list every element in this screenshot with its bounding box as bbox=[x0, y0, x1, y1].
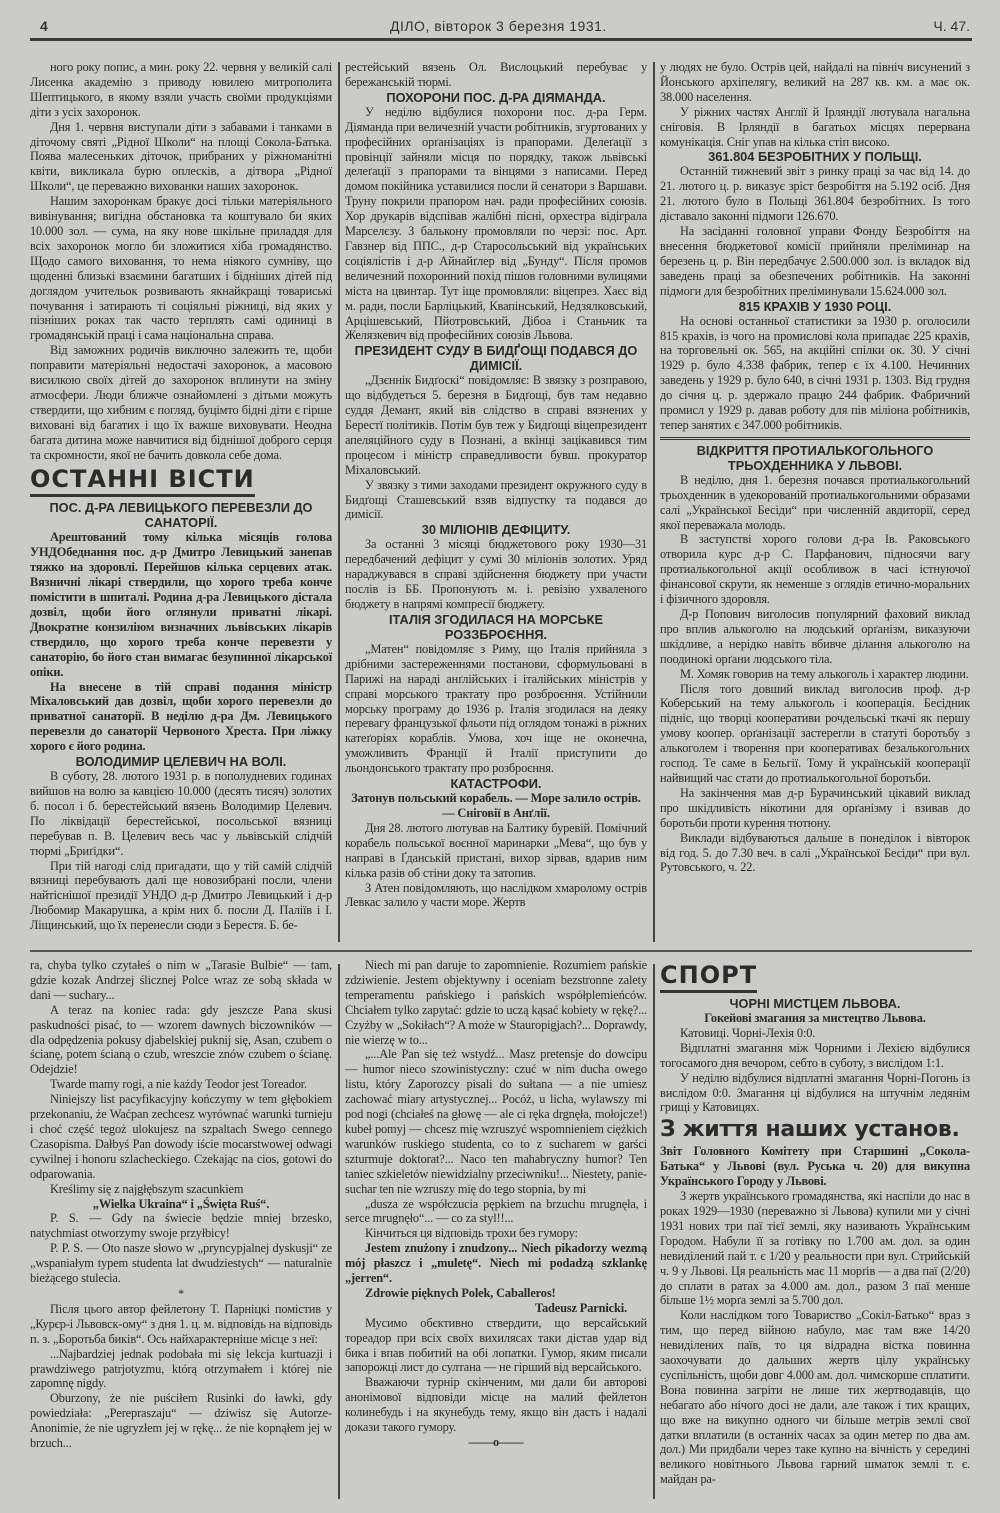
section-rule bbox=[30, 950, 972, 952]
paragraph: ...Najbardziej jednak podobała mi się lekcja kurtuazji i prawdziwego patrjotyzmu, którą otrzymałem i której nie zapomnę nigdy. bbox=[30, 1346, 332, 1391]
article-subheadline: Затонув польський корабель. — Море залило острів. — Сніговії в Анґлії. bbox=[351, 791, 641, 820]
article-headline: 30 МІЛІОНІВ ДЕФІЦИТУ. bbox=[421, 522, 571, 538]
paragraph: Niniejszy list pacyfikacyjny kończymy w tem głębokiem przekonaniu, że Waćpan zechcesz wyrównać warunki turnieju i choć część tegoż ulokujesz na szpaltach Swego cennego Czasopisma. Dałbyś Pan dowody iście mocarstwowej odwagi cywilnej i honoru szlacheckiego. Czekając na cios, gotowi do odparowania. bbox=[30, 1092, 332, 1181]
paragraph: Останній тижневий звіт з ринку праці за час від 14. до 21. лютого ц. р. виказує зріст безробіття на 5.192 осіб. Дня 21. лютого було в Польщі 361.804 безробітних. Із того діставало законні підмоги 126.670. bbox=[660, 164, 970, 224]
column-bottom-3 bbox=[660, 958, 970, 1487]
column-top-3 bbox=[660, 60, 970, 875]
section-title: ОСТАННІ ВІСТИ bbox=[30, 465, 255, 497]
paragraph: Д-р Попович виголосив популярний фаховий виклад про вплив алькоголю на людський орґанізм, виказуючи шкідливе, а нерідко навіть вбивче ділання алькоголю на поодинокі орґани людського тіла. bbox=[660, 607, 970, 666]
paragraph: Мусимо обєктивно ствердити, що версайський тореадор при всіх своїх вихилясах таки дістав удар від бика і впав побитий на обі лопатки. Гумор, яким писали запорожці лист до султана — не гірший від версайського. bbox=[345, 1315, 647, 1375]
paragraph: Дня 1. червня виступали діти з забавами і танками в діточому святі „Рідної Школи“ на площі Сокола-Батька. Поява малесеньких діточок, прибраних у ріжноманітні квіти, викликала бурю оплесків, а дітвора „Рідної Школи“, це переважно вихованки наших захоронок. bbox=[30, 119, 332, 194]
column-divider bbox=[653, 62, 655, 942]
paragraph: P. P. S. — Oto nasze słowo w „pryncypjalnej dyskusji“ ze „wspaniałym typem studenta lat dwudziestych“ — naturalnie bieżącego stulecia. bbox=[30, 1241, 332, 1286]
page-header bbox=[30, 14, 970, 38]
article-headline: ЧОРНІ МИСТЦЕМ ЛЬВОВА. bbox=[729, 996, 901, 1011]
paragraph: На внесене в тій справі подання міністр Міхаловський дав дозвіл, щоби хорого перевезли до приватної санаторії. В неділю д-ра Дм. Левицького перевезли до санаторії Червоного Хреста. При ліжку хорого є його родина. bbox=[30, 679, 332, 754]
paragraph: В заступстві хорого голови д-ра Ів. Раковського отворила курс д-р С. Парфанович, підносячи вагу протиалькогольної акції особливож в часі істнуючої фінансової скрути, як неменше з оглядів етично-моральних і фізичного здоровля. bbox=[660, 532, 970, 607]
column-divider bbox=[338, 62, 340, 942]
column-bottom-2 bbox=[345, 958, 647, 1450]
column-bottom-1 bbox=[30, 958, 332, 1451]
column-top-2 bbox=[345, 60, 647, 910]
paragraph: При тій нагоді слід пригадати, що у тій самій слідчій вязниці перебувають далі ще новозибрані посли, члени найтіснішої президії УНДО д-р Дмитро Левицький і д-р Любомир Макарушка, а крім них б. посли Д. Паліїв і І. Ліщинський, що їх перенесли сюди з Берестя. Б. бе- bbox=[30, 858, 332, 933]
paragraph: Нашим захоронкам бракує досі тільки матеріяльного вивінування; вигідна обстановка та коштувало би яких 10.000 зол. — сума, на яку нове шкільне приладдя для всіх захоронок могло би зложитися хіба громадянство. Щодо самого виховання, то нема ніякого сумніву, що щоденні близькі взаємини багатших і бідніших дітей під доглядом учительок розвивають якнайкращі товариські почування і затирають ті соціяльні ріжниці, від яких у пізніших роках так часто терплять самі одиниці в громадянській праці і сама національна справа. bbox=[30, 194, 332, 343]
paragraph: A teraz na koniec rada: gdy jeszcze Pana skusi paskudności pisać, to — wzorem dawnych biczowników — dla odpędzenia pokusy djabelskiej puknij się, Asan, czubem o ścianę, potem ścianą o czub, wreszcie znów czubem o ścianę. Odejdzie! bbox=[30, 1002, 332, 1077]
article-headline: ВІДКРИТТЯ ПРОТИАЛЬКОГОЛЬНОГО ТРЬОХДЕННИКА У ЛЬВОВІ. bbox=[696, 442, 934, 473]
paragraph: Twarde mamy rogi, a nie każdy Teodor jest Toreador. bbox=[50, 1077, 307, 1092]
paragraph: Кінчиться ця відповідь трохи без гумору: bbox=[365, 1226, 578, 1241]
paragraph: На основі останньої статистики за 1930 р. оголосили 815 крахів, із чого на промислові кола припадає 225 крахів, на торговельні ок. 565, на акційні спілки ок. 30. У січні 1929 р. було 4.338 фабрик, тепер є їх 4.100. Нечинних заведень у 1929 р. було 640, в січні 1931 р. 1303. Від грудня до січня ц. р. здержало працю 244 фабрик. Фабричний промисл у 1929 р. давав роботу для пів міліона робітників, тепер занятих є 347.000 робітників. bbox=[660, 313, 970, 432]
paragraph: Катовиці. Чорні-Лехія 0:0. bbox=[680, 1025, 816, 1040]
column-divider bbox=[653, 964, 655, 1499]
masthead: ДІЛО, вівторок 3 березня 1931. bbox=[390, 18, 607, 34]
end-mark: ——o—— bbox=[468, 1435, 524, 1449]
article-headline: 815 КРАХІВ У 1930 РОЦІ. bbox=[738, 298, 892, 314]
article-headline: ПРЕЗИДЕНТ СУДУ В БИДҐОЩІ ПОДАВСЯ ДО ДИМІСІЇ. bbox=[354, 343, 638, 374]
closing-line: „Wielka Ukraina“ i „Święta Ruś“. bbox=[92, 1196, 270, 1211]
paragraph: ного року попис, а мин. року 22. червня у великій салі Лисенка академію з приводу ювилею митрополита Шептицького, в якому взяли участь своїми продукціями діти з усіх захоронок. bbox=[30, 60, 332, 119]
article-headline: ПОХОРОНИ ПОС. Д-РА ДІЯМАНДА. bbox=[386, 89, 606, 105]
paragraph: „Матен“ повідомляє з Риму, що Італія прийняла з дрібними застереженнями постанови, сформульовані в Парижі на нараді анґлійських і італійських міністрів у справі морського трактату про розброєння. Устійнили морську програму до 1936 р. Італія згодилася на деяку перевагу французької фльоти під оглядом тонажі в ріжних катеґоріях кораблів. Умова, хоч іще не оконечна, уможливить Франції й Італії приступити до льондонського трактату про розброєння. bbox=[345, 641, 647, 776]
article-headline: ІТАЛІЯ ЗГОДИЛАСЯ НА МОРСЬКЕ РОЗЗБРОЄННЯ. bbox=[388, 611, 603, 642]
paragraph: Від заможних родичів виключно залежить те, щоби поправити матеріяльні недостачі захоронок, а масовою висилкою своїх дітей до захоронок вплинути на зміну атмосфери. Люди ближче ознайомлені з дітьми можуть ствердити, що хибним є погляд, буцімто бідні діти є гірше виховані від багатих і що їх важше виховувати. Неодна багата дитина може навчитися від біднішої доброго серця та скромности, якої не бачить довкола себе дома. bbox=[30, 343, 332, 462]
article-headline: ПОС. Д-РА ЛЕВИЦЬКОГО ПЕРЕВЕЗЛИ ДО САНАТОРІЇ. bbox=[49, 500, 313, 531]
paragraph: На закінчення мав д-р Бурачинський цікавий виклад про шкідливість нікотини для орґанізму і взивав до боротьби проти курення тютюну. bbox=[660, 785, 970, 830]
paragraph: ra, chyba tylko czytałeś o nim w „Tarasie Bulbie“ — tam, gdzie kozak Andrzej ślicznej Polce wraz ze sobą składa w dani — suchary... bbox=[30, 958, 332, 1002]
paragraph: Після цього автор фейлетону Т. Парніцкі помістив у „Курєр-і Львовск-ому“ з дня 1. ц. м. відповідь на відповідь п. з. „Боротьба биків“. Ось найхарактерніше місце з неї: bbox=[30, 1301, 332, 1346]
paragraph: З жертв українського громадянства, які наспіли до нас в роках 1929—1930 (переважно зі Львова) купили ми у січні 1931 нових три паї тієї землі, яку називають Українським Городом. Набули її за готівку по 1.700 ам. дол. за один невиділений пай т. є 1/20 у реальности при вул. Стрийській ч. 9 у Львові. Ця реальність має 11 морґів — а два паї (2/20) до сплати в ратах за 4.000 ам. дол., разом 3 паї менше більше 1½ морґа землі за 5.700 дол. bbox=[660, 1189, 970, 1308]
separator-asterisk: * bbox=[177, 1286, 185, 1301]
paragraph: „...Ale Pan się też wstydź... Masz pretensje do dowcipu — humor nieco szowinistyczny: czuć w nim ducha owego listu, który Zaporozcy pisali do sułtana — a nie umiesz zachować miary artystycznej... Pocóż, u licha, wylawszy mi pod nogi (chciałeś na głowę — ale ci ręka drgnęła, mołojcze!) kubeł pomyj — chcesz mię wzruszyć wspomnieniem ciężkich warunków ruskiego studenta, co to z sucharem w garści szturmuje doktorat?... Naco ten mahabryczny humor? Ten taniec szkieletów niewidzialny przeciwniku!... Niestety, panie- suchar ten nie wzruszy mię do tego stopnia, by mi bbox=[345, 1047, 647, 1196]
paragraph: Kreślimy się z najgłębszym szacunkiem bbox=[50, 1181, 244, 1196]
paragraph: Oburzony, że nie puściłem Rusinki do ławki, gdy powiedziała: „Perepraszaju“ — dziwisz się Autorze-Anonimie, że nie ugryzłem jej w rękę... że nie kopnąłem jej w brzuch... bbox=[30, 1391, 332, 1451]
article-subheadline: Гокейові змагання за мистецтво Львова. bbox=[704, 1011, 926, 1025]
paragraph: Zdrowie pięknych Polek, Caballeros! bbox=[365, 1285, 556, 1300]
author-signature: Tadeusz Parnicki. bbox=[534, 1300, 627, 1315]
section-title-wrap bbox=[660, 958, 970, 996]
paragraph: Дня 28. лютого лютував на Балтику буревій. Помічний корабель польської воєнної маринарки „Мева“, що був у направі в Ґданській пристані, вихор зірвав, вдарив ним кілька разів об стіни доку та затопив. bbox=[345, 820, 647, 880]
paragraph: „Дзєннік Бидґоскі“ повідомляє: В звязку з розправою, що відбудеться 5. березня в Бидґощі, був там недавно суддя Демант, який вів слідство в справі вязнених у Берестї політиків. Потім був теж у Бидґощі віцепрезидент апеляційного суду в Познані, а вкінці зацікавився тим процесом і міністр справедливости бувш. прокуратор Міхаловський. bbox=[345, 373, 647, 477]
column-divider bbox=[338, 964, 340, 1499]
section-title: СПОРТ bbox=[660, 961, 757, 993]
paragraph: Вважаючи турнір скінченим, ми дали би авторові анонімової відповіди місце на малий фейлетон колинебудь і на якунебудь тему, якщо він дасть і надалі докази такого гумору. bbox=[345, 1375, 647, 1435]
paragraph: На засіданні головної управи Фонду Безробіття на внесення бюджетової комісії прийняли преліминар на березень ц. р. Він передбачує 2.500.000 зол. із вкладок від заведень праці за обезпечених робітників. На законні підмоги для безробітних преліминували 15.624.000 зол. bbox=[660, 224, 970, 298]
paragraph: В суботу, 28. лютого 1931 р. в пополудневих годинах вийшов на волю за кавцією 10.000 (десять тисяч) золотих б. посол і б. берестейський вязень Володимир Целевич. По ліквідації берестейської, посольської вязниці перебував п. В. Целевич весь час у львівській слідчій тюрмі „Бриґідки“. bbox=[30, 769, 332, 858]
article-headline: ВОЛОДИМИР ЦЕЛЕВИЧ НА ВОЛІ. bbox=[75, 754, 287, 770]
paragraph: У ріжних частях Англії й Ірляндії лютувала нагальна сніговія. В Ірляндії в багатьох місцях перервана комунікація. Сніг упав на кілька стіп високо. bbox=[660, 104, 970, 149]
paragraph: рестейський вязень Ол. Вислоцький перебуває у бережанській тюрмі. bbox=[345, 60, 647, 89]
paragraph: У неділю відбулися похорони пос. д-ра Герм. Діяманда при величезній участи робітників, згуртованих у професійних орґанізаціях із прапорами. Делеґації з провінції зайняли місця по порядку, також львівські делеґації з прапорами та вінцями з написами. Перед домом покійника уставилися посли й сенатори з Варшави. Труну покрили прапором нач. ради професійних союзів. Хор друкарів відспівав жалібні пісні, орхестра відіграла Марселєзу. З бальконy промовляли по черзі: пос. Арт. Гавзнер від ППС., д-р Старосольський від українських соціялістів і д-р Айнайґлер від „Бунду“. Після промов величезний похоронний похід пішов головними вулицями міста на цвинтар. Тут іще промовляли: віцепрез. Хаєс від м. ради, посли Барліцький, Квапінський, Недзялковський, Арцішевський, Пйотровський, Дібоа і Станьчик та Желязкевич від професійних союзів Львова. bbox=[345, 104, 647, 343]
article-subheadline: Звіт Головного Комітету при Старшині „Сокола-Батька“ у Львові (вул. Руська ч. 20) для викупна Українського Городу у Львові. bbox=[660, 1144, 970, 1189]
paragraph: Niech mi pan daruje to zapomnienie. Rozumiem pańskie zdziwienie. Jestem objektywny i oceniam bezstronne zalety temperamentu pańskiego i pańskich współplemieńców. Chciałem tylko zapytać: gdzie to uczą kąsać kobiety w rękę?... Czyżby w „Sokiłach“? A może w Stauropigjach?... Doprawdy, nie wierzę w to... bbox=[345, 958, 647, 1047]
page-number: 4 bbox=[40, 18, 48, 34]
paragraph: Відплатні змагання між Чорними і Лехією відбулися тогосамого дня вечором, себто в суботу, з вислідом 1:1. bbox=[660, 1040, 970, 1070]
paragraph: Арештований тому кілька місяців голова УНДОбеднання пос. д-р Дмитро Левицький занепав тяжко на здоровлі. Перейшов кілька серцевих атак. Вязничні лікарі ствердили, що хорого треба конче помістити в шпиталі. Родина д-ра Левицького дістала дозвіл, щоби його оглянули приватні лікарі. Двократне конзиліюм визначних львівських лікарів ствердило, що хорого треба конче перевезти у санаторію, бо його стан вимагає безупинної лікарської опіки. bbox=[30, 530, 332, 679]
paragraph: З Атен повідомляють, що наслідком хмаролому острів Левкас залило у части море. Жертв bbox=[345, 880, 647, 910]
paragraph: P. S. — Gdy na świecie będzie mniej brzesko, natychmiast otworzymy swoje przyłbicy! bbox=[30, 1211, 332, 1241]
paragraph: В неділю, дня 1. березня почався протиалькогольний трьохденник в удекорованій протиалькогольними образами салі „Української Бесіди“ при численній авдиторії, серед якої переважала молодь. bbox=[660, 472, 970, 532]
article-rule bbox=[660, 437, 970, 440]
paragraph: У звязку з тими заходами президент окружного суду в Бидґощі Сташевський взяв відпустку та подався до димісії. bbox=[345, 477, 647, 522]
section-title: З життя наших установ. bbox=[660, 1117, 960, 1143]
article-headline: 361.804 БЕЗРОБІТНИХ У ПОЛЬЩІ. bbox=[708, 149, 922, 165]
paragraph: М. Хомяк говорив на тему алькоголь і характер людини. bbox=[680, 666, 969, 681]
paragraph: у людях не було. Острів цей, найдалі на північ висунений з Йонського архіпелягу, великий на 287 кв. км. а має ок. 38.000 населення. bbox=[660, 60, 970, 104]
issue-number: Ч. 47. bbox=[933, 18, 970, 34]
paragraph: За останні 3 місяці бюджетового року 1930—31 передбачений дефіцит у сумі 30 міліонів золотих. Уряд нараджувався в справі здійснення бюджету при участи послів із ББ. Пропонують м. і. ревізію ухваленого бюджету в напрямі компресії бюджету. bbox=[345, 537, 647, 611]
article-headline: КАТАСТРОФИ. bbox=[450, 776, 542, 792]
header-rule bbox=[30, 38, 972, 41]
paragraph: Виклади відбуваються дальше в понеділок і вівторок від год. 5. до 7.30 веч. в салі „Української Бесіди“ при вул. Рутовського, ч. 22. bbox=[660, 830, 970, 875]
paragraph: Після того довший виклад виголосив проф. д-р Коберський на тему алькоголь і кооперація. Бесідник підніс, що творці кооперативи рочдельські ткачі як першу умову коопер. орґанізації застерегли в статуті боротьбу з алькоголем і творення при кооперативах безалькогольних господ. Те саме в Бельгії. Тому й українській кооперації найвищий час стати до протиалькогольної боротьби. bbox=[660, 681, 970, 785]
paragraph: Jestem znużony i znudzony... Niech pikadorzy wezmą mój płaszcz i „muletę“. Niech mi podadzą szklankę „jerren“. bbox=[345, 1241, 647, 1286]
paragraph: У неділю відбулися відплатні змагання Чорні-Погонь із вислідом 0:0. Змагання ці відбулися на штучнім ледянім грищі у Катовицях. bbox=[660, 1070, 970, 1115]
column-top-1 bbox=[30, 60, 332, 933]
paragraph: „dusza ze współczucia pępkiem na brzuchu mrugnęła, i serce mrugnęło“... — co za styl!!... bbox=[345, 1196, 647, 1226]
paragraph: Коли наслідком того Товариство „Сокіл-Батько“ враз з тим, що перед війною набуло, має там вже 14/20 невиділених паїв, то ця відрадна вістка повинна заохочувати до дальших жертв цілу українську суспільність, щоби довг 4.000 ам. дол. чимскорше сплатити. Вона повинна загріти не лише тих жертводавців, що небагато або нічого досі не дали, але також і тих кращих, що вже на викупно одного чи більше метрів землі свої датки вплатили (в останніх часах за один метер по два ам. дол.) Ми придбали через таке купно на вічність у середині великого новітнього Львова гарний шматок землі т. є. майдан ра- bbox=[660, 1308, 970, 1487]
section-title-wrap bbox=[30, 462, 332, 500]
